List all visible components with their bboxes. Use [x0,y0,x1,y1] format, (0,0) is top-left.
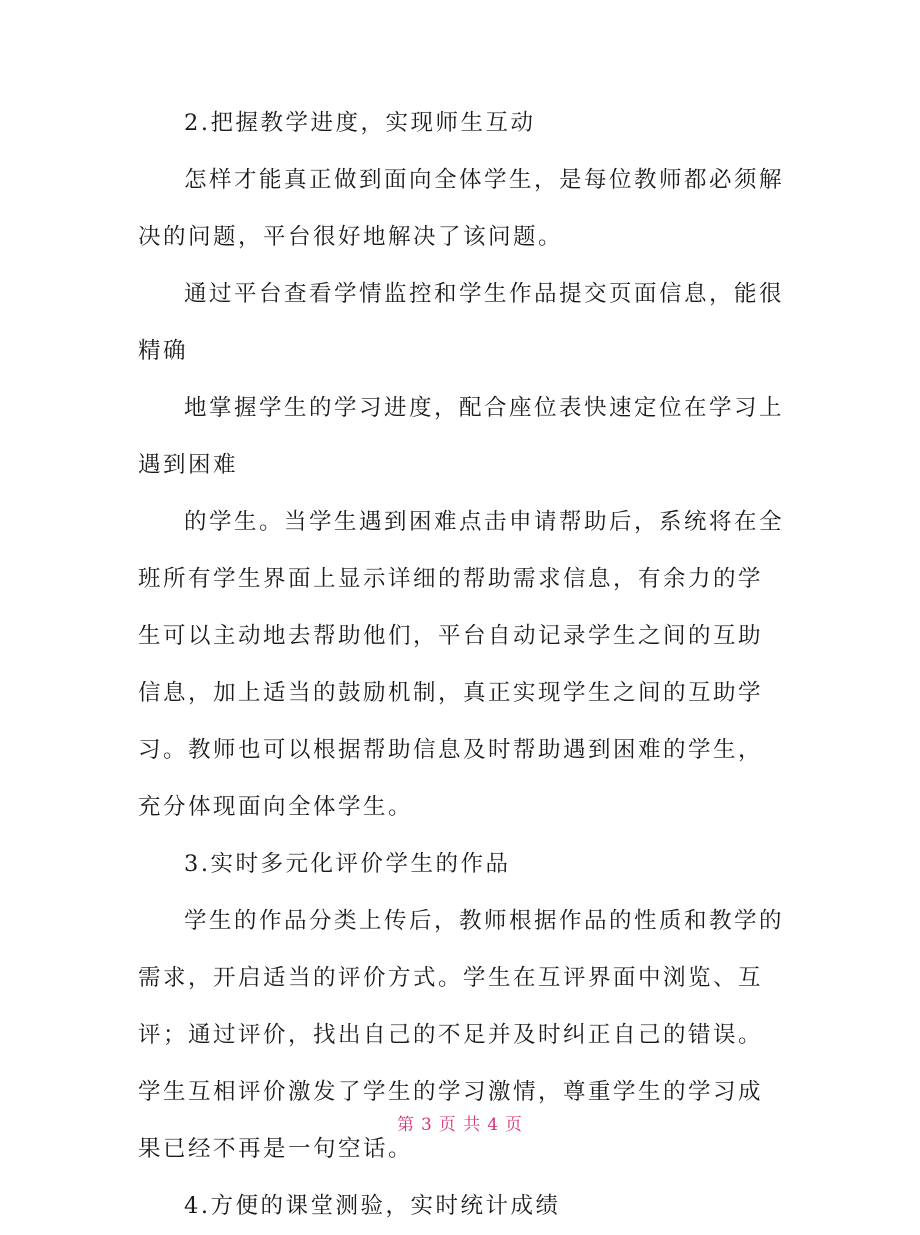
paragraph-4: 的学生。当学生遇到困难点击申请帮助后，系统将在全班所有学生界面上显示详细的帮助需求信息，有余力的学生可以主动地去帮助他们，平台自动记录学生之间的互助信息，加上适当的鼓励机制，真正实现学生之间的互助学习。教师也可以根据帮助信息及时帮助遇到困难的学生，充分体现面向全体学生。 [138,509,785,820]
paragraph-1: 怎样才能真正做到面向全体学生，是每位教师都必须解决的问题，平台很好地解决了该问题。 [138,167,785,250]
footer-current-page: 3 [420,1115,433,1135]
document-body [138,95,784,1235]
heading-4: 4.方便的课堂测验，实时统计成绩 [184,1193,561,1219]
footer-prefix: 第 [396,1115,415,1135]
footer-middle: 页 共 [438,1115,482,1135]
paragraph-5: 学生的作品分类上传后，教师根据作品的性质和教学的需求，开启适当的评价方式。学生在互评界面中浏览、互评；通过评价，找出自己的不足并及时纠正自己的错误。学生互相评价激发了学生的学习激情，尊重学生的学习成果已经不再是一句空话。 [138,908,785,1162]
paragraph-3: 地掌握学生的学习进度，配合座位表快速定位在学习上遇到困难 [138,395,785,478]
footer-total-pages: 4 [487,1115,500,1135]
paragraph-2: 通过平台查看学情监控和学生作品提交页面信息，能很精确 [138,281,785,364]
page-footer [0,1110,920,1135]
heading-2: 2.把握教学进度，实现师生互动 [184,110,536,136]
heading-3: 3.实时多元化评价学生的作品 [184,851,511,877]
footer-suffix: 页 [505,1115,524,1135]
